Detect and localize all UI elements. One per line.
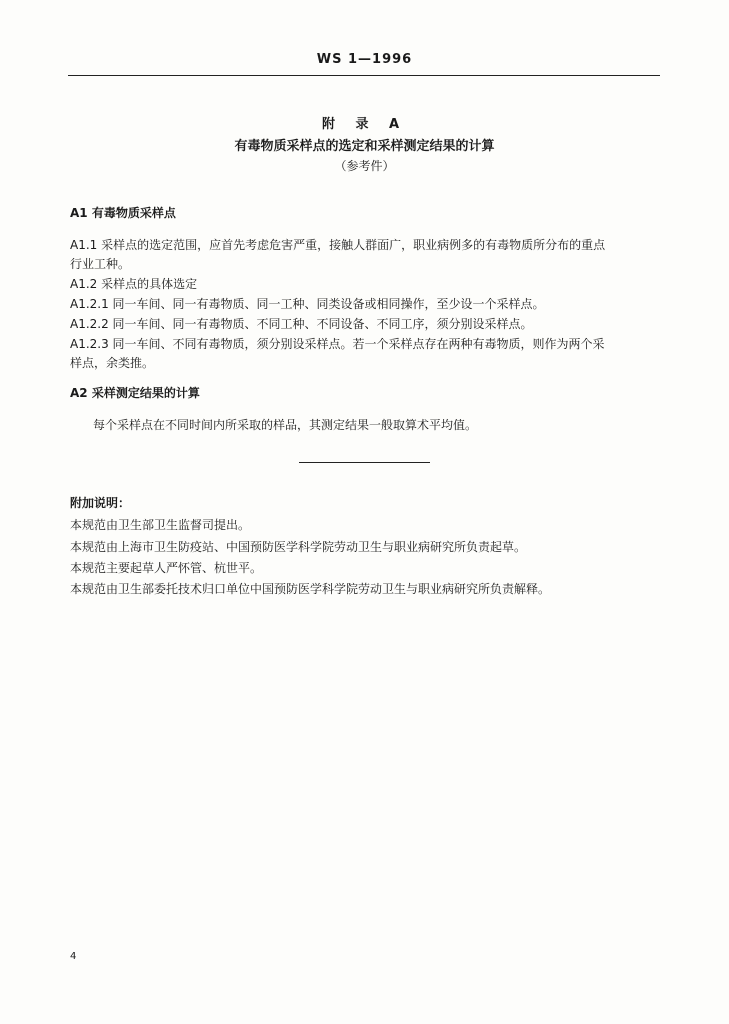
clause-a1-2-1: A1.2.1 同一车间、同一有毒物质、同一工种、同类设备或相同操作，至少设一个采样点。 bbox=[70, 297, 545, 311]
additional-note-line: 本规范由上海市卫生防疫站、中国预防医学科学院劳动卫生与职业病研究所负责起草。 bbox=[70, 540, 527, 554]
standard-number-header: WS 1—1996 bbox=[316, 52, 413, 67]
appendix-note: （参考件） bbox=[334, 159, 395, 173]
clause-a1-2-3-line2: 样点，余类推。 bbox=[70, 356, 155, 370]
section-a2-body: 每个采样点在不同时间内所采取的样品，其测定结果一般取算术平均值。 bbox=[93, 418, 478, 432]
additional-note-line: 本规范由卫生部卫生监督司提出。 bbox=[70, 518, 251, 532]
appendix-title: 有毒物质采样点的选定和采样测定结果的计算 bbox=[234, 139, 495, 154]
additional-note-line: 本规范由卫生部委托技术归口单位中国预防医学科学院劳动卫生与职业病研究所负责解释。 bbox=[70, 582, 551, 596]
clause-a1-2-2: A1.2.2 同一车间、同一有毒物质、不同工种、不同设备、不同工序，须分别设采样点。 bbox=[70, 317, 533, 331]
additional-notes-heading: 附加说明： bbox=[70, 496, 131, 510]
clause-a1-1-line1: A1.1 采样点的选定范围，应首先考虑危害严重，接触人群面广，职业病例多的有毒物质所分布的重点 bbox=[70, 238, 606, 252]
header-rule bbox=[68, 75, 660, 76]
separator-rule bbox=[299, 462, 430, 463]
appendix-label: 附 录 A bbox=[321, 117, 408, 132]
page-number: 4 bbox=[70, 951, 77, 962]
section-a1-heading: A1 有毒物质采样点 bbox=[70, 206, 176, 220]
section-a2-heading: A2 采样测定结果的计算 bbox=[70, 386, 200, 400]
clause-a1-2-3-line1: A1.2.3 同一车间、不同有毒物质，须分别设采样点。若一个采样点存在两种有毒物质，则作为两个采 bbox=[70, 337, 605, 351]
clause-a1-2: A1.2 采样点的具体选定 bbox=[70, 277, 198, 291]
clause-a1-1-line2: 行业工种。 bbox=[70, 257, 131, 271]
additional-note-line: 本规范主要起草人严怀管、杭世平。 bbox=[70, 561, 263, 575]
